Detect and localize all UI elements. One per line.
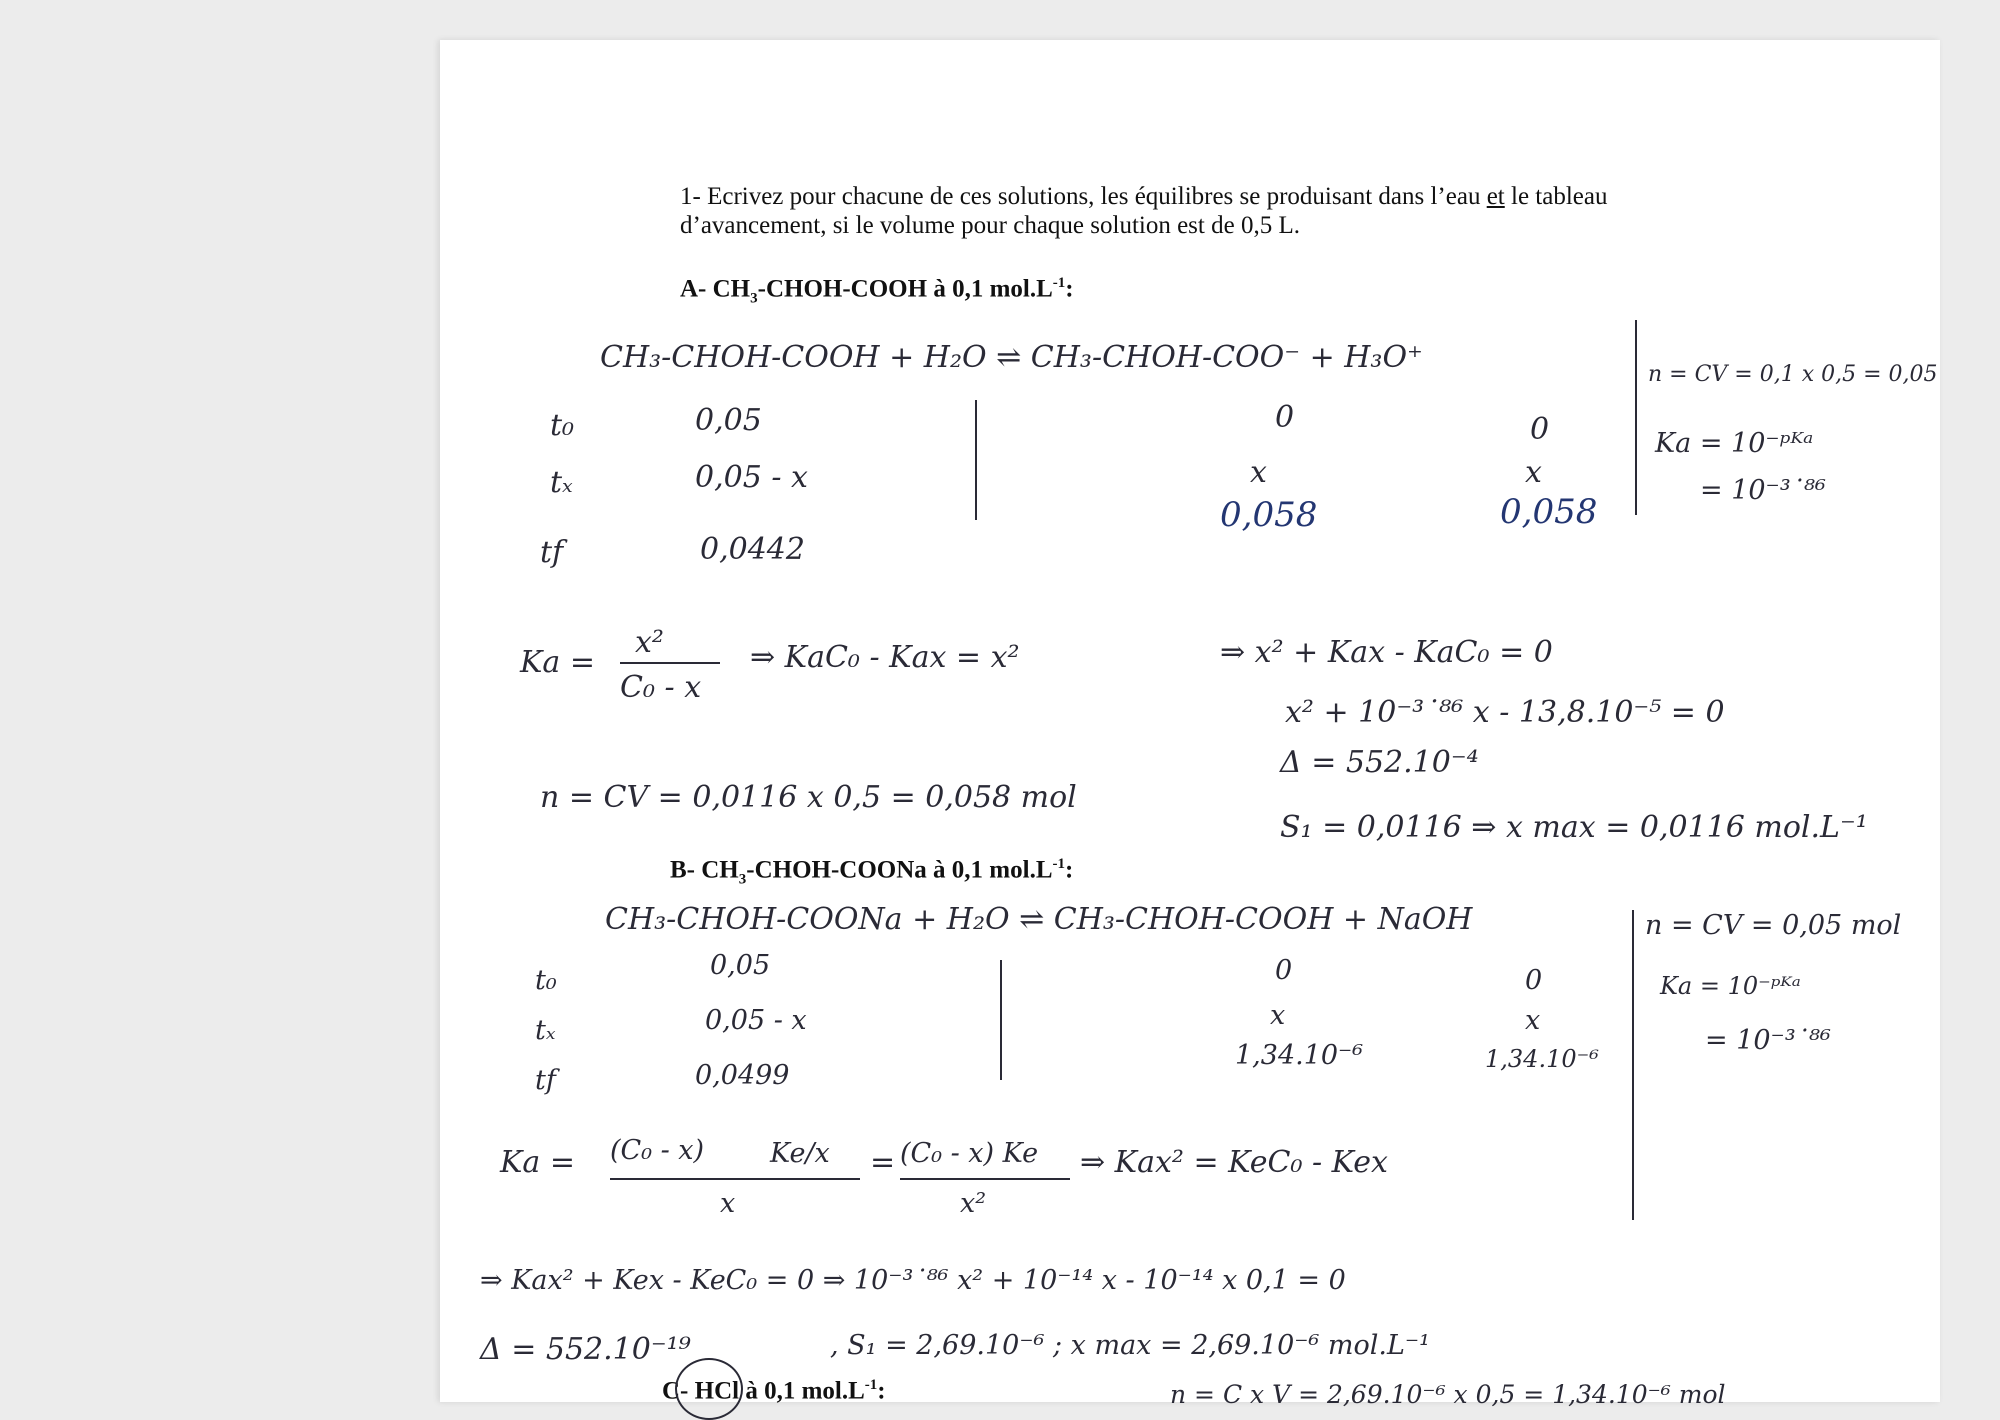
document-page [440,40,1940,1409]
B-n-moles: n = C x V = 2,69.10⁻⁶ x 0,5 = 1,34.10⁻⁶ mol [1170,1380,1726,1409]
A-side-ka-1: Ka = 10⁻ᵖᴷᵃ [1655,428,1814,459]
heading-A-sub: 3 [750,290,758,307]
heading-A-sup: -1 [1052,275,1066,291]
B-naoh-tx: x [1525,1005,1541,1036]
B-delta: Δ = 552.10⁻¹⁹ [480,1332,691,1367]
B-ka-numerator-2: (C₀ - x) Ke [900,1138,1039,1169]
heading-A-end: : [1065,275,1074,303]
B-acid-tx: x [1270,1000,1286,1031]
A-side-divider [1635,320,1637,515]
heading-C-pre: C- HCl à 0,1 mol.L [662,1377,865,1405]
heading-B-post: -CHOH-COONa à 0,1 mol.L [746,856,1053,884]
A-base-t0: 0 [1275,400,1295,435]
question-1-text-a: 1- Ecrivez pour chacune de ces solutions, les équilibres se produisant dans l’eau [680,183,1487,210]
A-base-tx: x [1250,455,1267,490]
B-table-divider [1000,960,1002,1080]
A-quadratic: x² + 10⁻³˙⁸⁶ x - 13,8.10⁻⁵ = 0 [1285,695,1725,730]
heading-B-sub: 3 [738,871,747,888]
A-table-divider [975,400,977,520]
heading-B [670,856,1073,888]
question-1-line-2: d’avancement, si le volume pour chaque solution est de 0,5 L. [680,212,1300,239]
heading-C-circle-mark [675,1358,743,1420]
A-base-tf: 0,058 [1220,495,1318,535]
B-salt-tf: 0,0499 [695,1060,790,1091]
A-ka-fraction-bar [620,662,720,664]
heading-B-pre: B- CH [670,856,739,884]
B-ka-denominator-2: x² [960,1188,987,1219]
B-side-ka-1: Ka = 10⁻ᵖᴷᵃ [1660,972,1801,1000]
B-reaction-equation: CH₃-CHOH-COONa + H₂O ⇌ CH₃-CHOH-COOH + NaOH [605,902,1473,937]
heading-A-pre: A- CH [680,275,751,303]
B-ka-fraction-bar-2 [900,1178,1070,1180]
A-side-ka-2: = 10⁻³˙⁸⁶ [1700,475,1826,506]
A-acid-t0: 0,05 [695,403,762,438]
A-h3o-tx: x [1525,455,1542,490]
B-ka-step-1: ⇒ Kax² = KeC₀ - Kex [1080,1145,1388,1180]
A-side-n: n = CV = 0,1 x 0,5 = 0,05 [1648,362,1938,387]
B-side-n: n = CV = 0,05 mol [1645,910,1902,941]
question-1-line-1 [680,183,1607,211]
A-acid-tx: 0,05 - x [695,460,808,495]
B-acid-t0: 0 [1275,955,1293,986]
A-ka-numerator: x² [635,625,664,660]
B-row-label-t0: t₀ [535,965,557,996]
B-salt-t0: 0,05 [710,950,771,981]
B-ka-lhs: Ka = [500,1145,575,1180]
heading-C-end: : [877,1377,886,1405]
question-1-text-b: le tableau [1504,183,1608,210]
B-side-ka-2: = 10⁻³˙⁸⁶ [1705,1025,1831,1056]
B-naoh-tf: 1,34.10⁻⁶ [1485,1045,1599,1073]
B-ka-fraction-bar-1 [610,1178,860,1180]
B-naoh-t0: 0 [1525,965,1543,996]
A-ka-step-2: ⇒ x² + Kax - KaC₀ = 0 [1220,635,1553,670]
B-salt-tx: 0,05 - x [705,1005,807,1036]
A-root-s1: S₁ = 0,0116 ⇒ x max = 0,0116 mol.L⁻¹ [1280,810,1868,845]
B-row-label-tf: tf [535,1065,556,1096]
B-ka-equals: = [870,1145,896,1180]
A-ka-denominator: C₀ - x [620,670,702,705]
A-acid-tf: 0,0442 [700,532,805,567]
A-ka-lhs: Ka = [520,645,595,680]
B-row-label-tx: tₓ [535,1015,556,1046]
question-1-underlined-word: et [1486,183,1505,210]
heading-A-post: -CHOH-COOH à 0,1 mol.L [757,275,1053,303]
A-row-label-tx: tₓ [550,465,573,500]
B-side-divider [1632,910,1634,1220]
A-h3o-tf: 0,058 [1500,492,1598,532]
B-acid-tf: 1,34.10⁻⁶ [1235,1040,1364,1071]
A-h3o-t0: 0 [1530,412,1550,447]
heading-B-end: : [1065,856,1074,884]
B-root-s1: , S₁ = 2,69.10⁻⁶ ; x max = 2,69.10⁻⁶ mol.L⁻¹ [830,1330,1430,1361]
A-row-label-t0: t₀ [550,408,575,443]
B-quadratic: ⇒ Kax² + Kex - KeC₀ = 0 ⇒ 10⁻³˙⁸⁶ x² + 10⁻¹⁴ x - 10⁻¹⁴ x 0,1 = 0 [480,1265,1346,1296]
A-reaction-equation: CH₃-CHOH-COOH + H₂O ⇌ CH₃-CHOH-COO⁻ + H₃O⁺ [600,340,1423,375]
A-row-label-tf: tf [540,535,564,570]
B-ka-numerator-1: (C₀ - x) [610,1135,705,1166]
A-delta: Δ = 552.10⁻⁴ [1280,745,1479,780]
B-ka-denominator-1: x [720,1188,736,1219]
A-n-moles: n = CV = 0,0116 x 0,5 = 0,058 mol [540,780,1077,815]
B-ka-numerator-1-ke: Ke/x [770,1138,830,1169]
heading-C-sup: -1 [864,1377,878,1393]
heading-B-sup: -1 [1052,856,1065,872]
A-ka-step-1: ⇒ KaC₀ - Kax = x² [750,640,1020,675]
heading-A [680,275,1074,307]
